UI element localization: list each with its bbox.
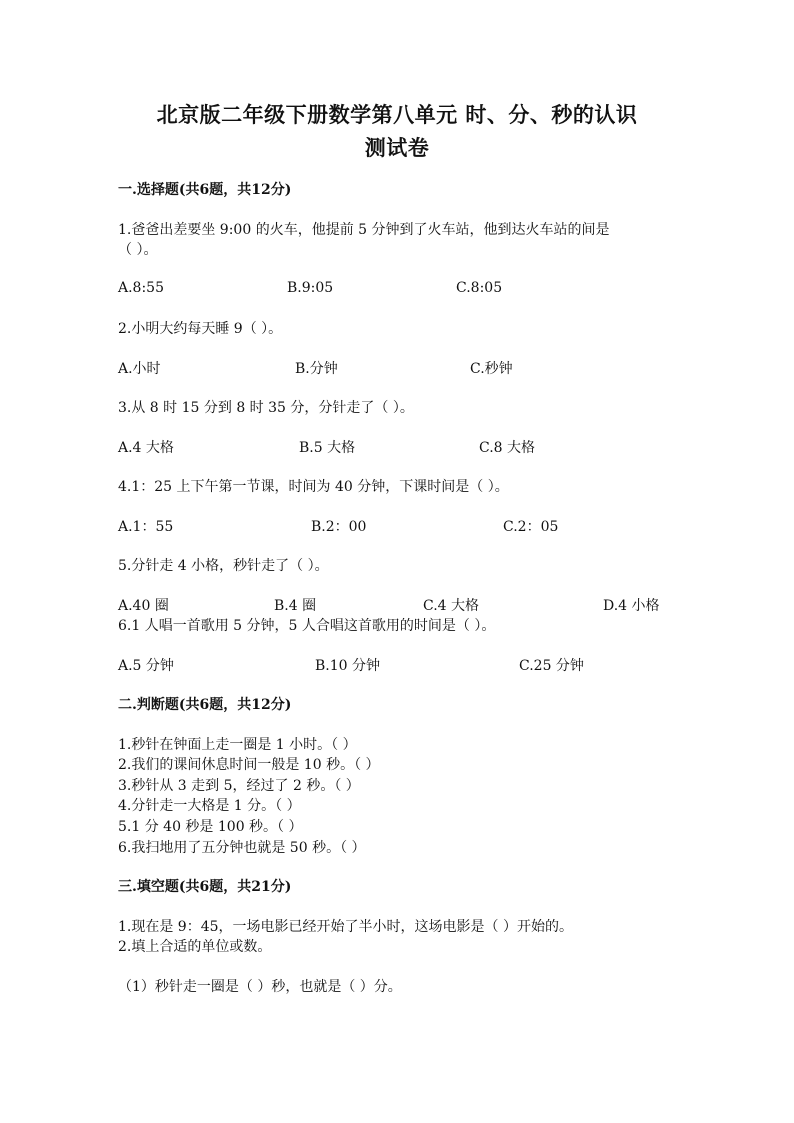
option-b: B.5 大格 <box>299 440 356 456</box>
option-d: D.4 小格 <box>603 598 660 614</box>
question-text: 1.爸爸出差要坐 9:00 的火车，他提前 5 分钟到了火车站，他到达火车站的间是 <box>118 222 610 238</box>
list-item: 5.1 分 40 秒是 100 秒。（ ） <box>118 819 303 835</box>
list-item: 1.秒针在钟面上走一圈是 1 小时。（ ） <box>118 737 357 753</box>
option-c: C.4 大格 <box>423 598 480 614</box>
page-subtitle: 测试卷 <box>364 135 430 160</box>
option-c: C.8 大格 <box>479 440 536 456</box>
option-b: B.分钟 <box>295 361 338 377</box>
page-title: 北京版二年级下册数学第八单元 时、分、秒的认识 <box>156 102 638 127</box>
option-c: C.2：05 <box>503 519 559 535</box>
list-item: 2.填上合适的单位或数。 <box>118 939 272 955</box>
question-text: 3.从 8 时 15 分到 8 时 35 分，分针走了（ ）。 <box>118 400 414 416</box>
option-b: B.9:05 <box>287 280 334 296</box>
question-text: 6.1 人唱一首歌用 5 分钟，5 人合唱这首歌用的时间是（ ）。 <box>118 618 496 634</box>
question-text: 5.分针走 4 小格，秒针走了（ ）。 <box>118 558 329 574</box>
option-a: A.小时 <box>118 361 161 377</box>
option-c: C.8:05 <box>456 280 503 296</box>
list-item: 1.现在是 9：45，一场电影已经开始了半小时，这场电影是（ ）开始的。 <box>118 919 573 935</box>
option-a: A.5 分钟 <box>118 658 174 674</box>
section-heading-judgement: 二.判断题(共6题，共12分) <box>118 697 292 713</box>
question-text: 2.小明大约每天睡 9（ ）。 <box>118 321 283 337</box>
section-heading-fill: 三.填空题(共6题，共21分) <box>118 879 292 895</box>
option-a: A.8:55 <box>118 280 164 296</box>
section-heading-choice: 一.选择题(共6题，共12分) <box>118 182 292 198</box>
option-b: B.2：00 <box>311 519 367 535</box>
option-a: A.1：55 <box>118 519 174 535</box>
option-b: B.4 圈 <box>274 598 317 614</box>
question-blank: （ ）。 <box>118 242 158 258</box>
option-c: C.25 分钟 <box>519 658 584 674</box>
question-text: 4.1：25 上下午第一节课，时间为 40 分钟，下课时间是（ ）。 <box>118 479 509 495</box>
list-item: 3.秒针从 3 走到 5，经过了 2 秒。（ ） <box>118 778 360 794</box>
option-c: C.秒钟 <box>470 361 513 377</box>
list-item: （1）秒针走一圈是（ ）秒，也就是（ ）分。 <box>118 979 402 995</box>
list-item: 4.分针走一大格是 1 分。（ ） <box>118 798 301 814</box>
option-a: A.40 圈 <box>118 598 169 614</box>
option-a: A.4 大格 <box>118 440 174 456</box>
option-b: B.10 分钟 <box>315 658 381 674</box>
list-item: 6.我扫地用了五分钟也就是 50 秒。（ ） <box>118 840 366 856</box>
list-item: 2.我们的课间休息时间一般是 10 秒。（ ） <box>118 757 380 773</box>
